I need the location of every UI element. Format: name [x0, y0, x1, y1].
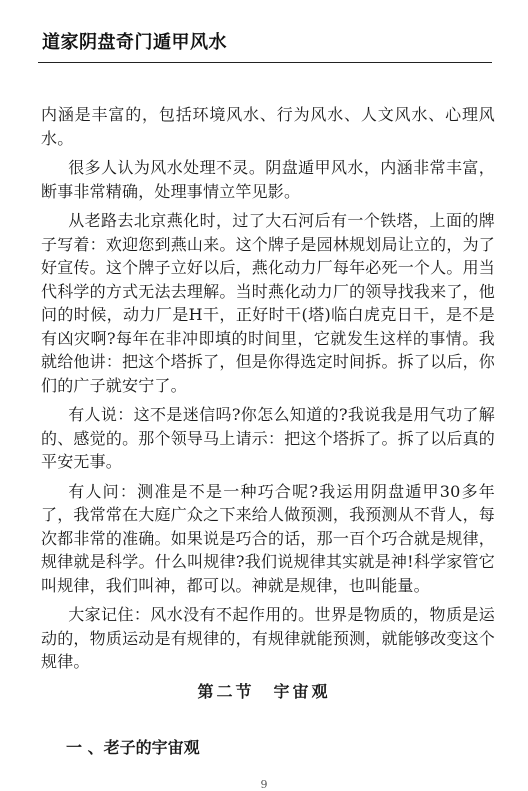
paragraph: 从老路去北京燕化时，过了大石河后有一个铁塔，上面的牌子写着：欢迎您到燕山来。这个牌子是园林规划局让立的，为了好宣传。这个牌子立好以后，燕化动力厂每年必死一个人。用当代科学的方式无法去理解。当时燕化动力厂的领导找我来了，他问的时候，动力厂是H干，正好时干(塔)临白虎克日干，是不是有凶灾啊?每年在非冲即填的时间里，它就发生这样的事情。我就给他讲：把这个塔拆了，但是你得选定时间拆。拆了以后，你们的广子就安宁了。 [41, 211, 495, 395]
header-divider [38, 62, 492, 63]
page-header-title: 道家阴盘奇门遁甲风水 [42, 32, 227, 53]
paragraph-continuation: 内涵是丰富的，包括环境风水、行为风水、人文风水、心理风水。 [41, 105, 495, 148]
subsection-heading: 一 、老子的宇宙观 [66, 738, 200, 757]
paragraph: 有人问：测准是不是一种巧合呢?我运用阴盘遁甲30多年了，我常常在大庭广众之下来给人做预测，我预测从不背人，每次都非常的准确。如果说是巧合的话，那一百个巧合就是规律，规律就是科学。什么叫规律?我们说规律其实就是神!科学家管它叫规律，我们叫神，都可以。神就是规律，也叫能量。 [41, 481, 495, 595]
body-text [41, 103, 495, 674]
section-heading: 第二节 宇宙观 [197, 682, 331, 701]
paragraph: 有人说：这不是迷信吗?你怎么知道的?我说我是用气功了解的、感觉的。那个领导马上请示：把这个塔拆了。拆了以后真的平安无事。 [41, 405, 495, 471]
paragraph: 大家记住：风水没有不起作用的。世界是物质的，物质是运动的，物质运动是有规律的，有规律就能预测，就能够改变这个规律。 [41, 605, 495, 671]
paragraph: 很多人认为风水处理不灵。阴盘遁甲风水，内涵非常丰富，断事非常精确，处理事情立竿见影。 [41, 158, 495, 201]
page-number: 9 [260, 778, 268, 791]
